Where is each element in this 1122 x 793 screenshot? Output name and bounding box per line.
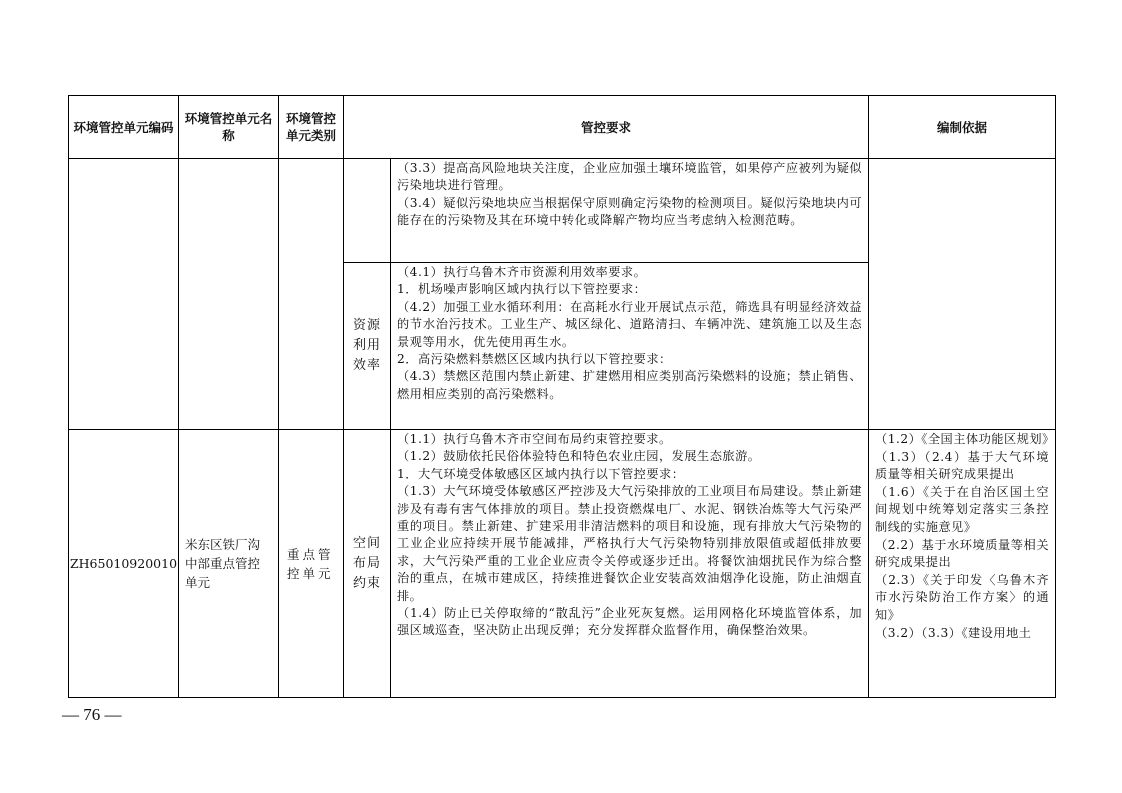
continuation-requirements — [391, 159, 869, 263]
empty-type-cell — [279, 159, 344, 430]
empty-basis-cell — [869, 159, 1056, 430]
resource-requirements — [391, 263, 869, 430]
basis-line: （1.3）（2.4）基于大气环境质量等相关研究成果提出 — [875, 449, 1050, 482]
continuation-row — [69, 159, 1056, 263]
basis-line: （3.2）（3.3）《建设用地土 — [875, 625, 1032, 640]
page-number: — 76 — — [62, 705, 122, 724]
req-line: （4.3）禁燃区范围内禁止新建、扩建燃用相应类别高污染燃料的设施；禁止销售、燃用相应类别的高污染燃料。 — [397, 369, 863, 401]
header-category: 环境管控单元类别 — [279, 96, 344, 159]
header-row — [69, 96, 1056, 159]
control-unit-table — [68, 95, 1056, 698]
unit-basis — [869, 430, 1056, 698]
req-line: （1.2）鼓励依托民俗体验特色和特色农业庄园，发展生态旅游。 — [397, 449, 761, 464]
req-line: （3.4）疑似污染地块应当根据保守原则确定污染物的检测项目。疑似污染地块内可能存在的污染物及其在环境中转化或降解产物均应当考虑纳入检测范畴。 — [397, 195, 863, 228]
unit-type: 重点管控单元 — [279, 430, 344, 698]
req-line: （4.2）加强工业水循环利用：在高耗水行业开展试点示范，筛选具有明显经济效益的节水治污技术。工业生产、城区绿化、道路清扫、车辆冲洗、建筑施工以及生态景观等用水，优先使用再生水。 — [397, 299, 863, 349]
header-requirement: 管控要求 — [344, 96, 869, 159]
basis-line: （1.2）《全国主体功能区规划》 — [875, 432, 1055, 446]
unit-name: 米东区铁厂沟中部重点管控单元 — [179, 430, 279, 698]
header-basis: 编制依据 — [869, 96, 1056, 159]
req-line: 1．机场噪声影响区域内执行以下管控要求： — [397, 282, 647, 297]
req-line: 1．大气环境受体敏感区区域内执行以下管控要求： — [397, 466, 685, 481]
unit-requirements — [391, 430, 869, 698]
empty-code-cell — [69, 159, 179, 430]
req-line: （1.3）大气环境受体敏感区严控涉及大气污染排放的工业项目布局建设。禁止新建涉及有毒有害气体排放的项目。禁止投资燃煤电厂、水泥、钢铁冶炼等大气污染严重的项目。禁止新建、扩建采用非清洁燃料的项目和设施，现有排放大气污染物的工业企业应持续开展节能减排，严格执行大气污染物特别排放限值或超低排放要求，大气污染严重的工业企业应责令关停或逐步迁出。将餐饮油烟扰民作为综合整治的重点，在城市建成区，持续推进餐饮企业安装高效油烟净化设施，防止油烟直排。 — [397, 484, 863, 603]
req-line: （1.4）防止已关停取缔的“散乱污”企业死灰复燃。运用网格化环境监管体系，加强区域巡查，坚决防止出现反弹；充分发挥群众监督作用，确保整治效果。 — [397, 606, 863, 638]
req-line: （1.1）执行乌鲁木齐市空间布局约束管控要求。 — [397, 432, 672, 446]
req-line: （3.3）提高高风险地块关注度，企业应加强土壤环境监管，如果停产应被列为疑似污染地块进行管理。 — [397, 161, 863, 193]
empty-name-cell — [179, 159, 279, 430]
basis-line: （2.2）基于水环境质量等相关研究成果提出 — [875, 537, 1050, 570]
unit-code: ZH65010920010 — [69, 430, 179, 698]
basis-line: （2.3）《关于印发〈乌鲁木齐市水污染防治工作方案〉的通知》 — [875, 572, 1050, 622]
unit-row — [69, 430, 1056, 698]
req-line: （4.1）执行乌鲁木齐市资源利用效率要求。 — [397, 265, 647, 279]
header-code: 环境管控单元编码 — [69, 96, 179, 159]
basis-line: （1.6）《关于在自治区国土空间规划中统筹划定落实三条控制线的实施意见》 — [875, 484, 1050, 534]
empty-category-cell — [344, 159, 391, 263]
unit-category: 空间布局约束 — [344, 430, 391, 698]
header-name: 环境管控单元名称 — [179, 96, 279, 159]
req-line: 2．高污染燃料禁燃区区域内执行以下管控要求： — [397, 352, 672, 367]
resource-category: 资源利用效率 — [344, 263, 391, 430]
